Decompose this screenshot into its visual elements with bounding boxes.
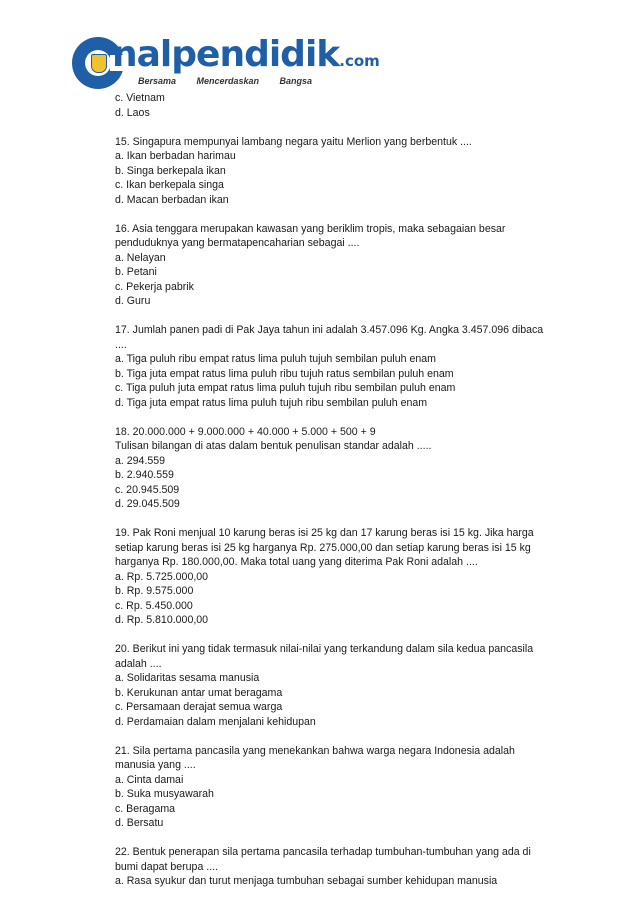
text-line: c. 20.945.509 <box>115 483 180 496</box>
text-line: d. 29.045.509 <box>115 498 180 510</box>
question-block <box>115 642 565 729</box>
question-block <box>115 526 565 628</box>
text-line: 18. 20.000.000 + 9.000.000 + 40.000 + 5.000 + 500 + 9 <box>115 425 376 438</box>
text-line: Tulisan bilangan di atas dalam bentuk penulisan standar adalah ..... <box>115 440 432 452</box>
text-line: c. Ikan berkepala singa <box>115 179 224 191</box>
document-body <box>115 91 565 903</box>
text-line: a. Rasa syukur dan turut menjaga tumbuhan sebagai sumber kehidupan manusia <box>115 875 498 887</box>
text-line: a. Solidaritas sesama manusia <box>115 672 260 684</box>
text-line: b. Suka musyawarah <box>115 788 214 800</box>
question-block <box>115 323 565 410</box>
text-line: a. Ikan berbadan harimau <box>115 150 236 162</box>
text-line: manusia yang .... <box>115 759 196 771</box>
text-line: .... <box>115 338 127 351</box>
text-line: a. 294.559 <box>115 454 166 467</box>
text-line: c. Tiga puluh juta empat ratus lima puluh tujuh ribu sembilan puluh enam <box>115 382 456 394</box>
text-line: 20. Berikut ini yang tidak termasuk nilai-nilai yang terkandung dalam sila kedua pancasila <box>115 643 534 655</box>
text-line: harganya Rp. 180.000,00. Maka total uang yang diterima Pak Roni adalah .... <box>115 556 478 568</box>
text-line: 16. Asia tenggara merupakan kawasan yang beriklim tropis, maka sebagaian besar <box>115 222 506 235</box>
text-line: c. Rp. 5.450.000 <box>115 599 193 612</box>
text-line: d. Guru <box>115 295 151 307</box>
logo-text: nalpendidik <box>112 34 340 75</box>
text-line: a. Rp. 5.725.000,00 <box>115 570 209 583</box>
text-line: c. Persamaan derajat semua warga <box>115 701 283 713</box>
question-block <box>115 135 565 208</box>
text-line: c. Pekerja pabrik <box>115 280 194 293</box>
text-line: 22. Bentuk penerapan sila pertama pancasila terhadap tumbuhan-tumbuhan yang ada di <box>115 846 531 858</box>
text-line: b. Singa berkepala ikan <box>115 164 226 177</box>
text-line: d. Rp. 5.810.000,00 <box>115 614 209 626</box>
text-line: a. Tiga puluh ribu empat ratus lima puluh tujuh sembilan puluh enam <box>115 353 436 365</box>
logo-slogan: Bersama Mencerdaskan Bangsa <box>138 76 313 86</box>
text-line: 21. Sila pertama pancasila yang menekankan bahwa warga negara Indonesia adalah <box>115 744 515 757</box>
text-line: b. Kerukunan antar umat beragama <box>115 686 283 699</box>
text-line: 15. Singapura mempunyai lambang negara yaitu Merlion yang berbentuk .... <box>115 135 472 148</box>
text-line: d. Macan berbadan ikan <box>115 193 229 206</box>
text-line: a. Nelayan <box>115 251 166 264</box>
text-line: bumi dapat berupa .... <box>115 860 219 873</box>
text-line: d. Tiga juta empat ratus lima puluh tujuh ribu sembilan puluh enam <box>115 396 428 409</box>
text-line: a. Cinta damai <box>115 773 184 786</box>
text-line: 17. Jumlah panen padi di Pak Jaya tahun ini adalah 3.457.096 Kg. Angka 3.457.096 dibaca <box>115 324 544 336</box>
question-block <box>115 222 565 309</box>
text-line: c. Vietnam <box>115 92 165 104</box>
question-block <box>115 845 565 889</box>
text-line: b. Tiga juta empat ratus lima puluh ribu tujuh ratus sembilan puluh enam <box>115 367 454 380</box>
text-line: d. Laos <box>115 106 150 119</box>
text-line: d. Perdamaian dalam menjalani kehidupan <box>115 715 316 728</box>
logo-wordmark <box>112 35 380 81</box>
question-block <box>115 425 565 512</box>
text-line: penduduknya yang bermatapencaharian sebagai .... <box>115 237 360 249</box>
text-line: setiap karung beras isi 25 kg harganya Rp. 275.000,00 dan setiap karung beras isi 15 kg <box>115 541 531 554</box>
text-line: b. Petani <box>115 266 157 278</box>
text-line: 19. Pak Roni menjual 10 karung beras isi 25 kg dan 17 karung beras isi 15 kg. Jika harga <box>115 527 534 539</box>
text-line: adalah .... <box>115 657 162 670</box>
logo-tld: .com <box>339 52 380 70</box>
text-line: b. Rp. 9.575.000 <box>115 585 194 597</box>
text-line: b. 2.940.559 <box>115 469 174 481</box>
question-block <box>115 744 565 831</box>
text-line: d. Bersatu <box>115 817 164 829</box>
question-block <box>115 91 565 120</box>
text-line: c. Beragama <box>115 802 176 815</box>
site-logo[interactable] <box>72 33 380 93</box>
